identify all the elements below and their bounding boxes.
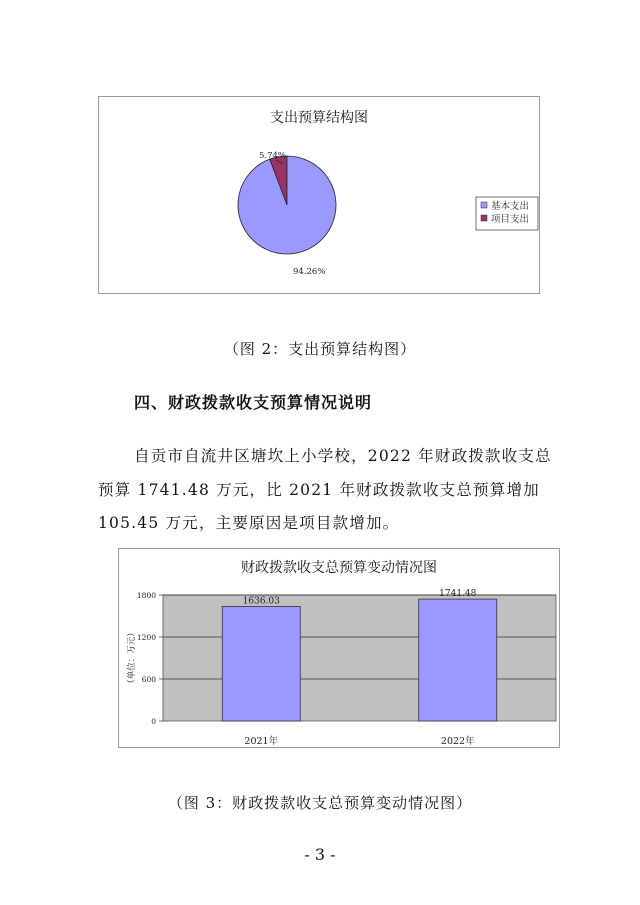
pie-chart [99,97,539,293]
pie-data-label-1: 94.26% [293,267,326,277]
pie-legend-swatch-1 [481,202,487,208]
bar-ytick-label-4: 1800 [136,591,156,600]
bar-ytick-label-1: 0 [151,717,156,726]
bar-data-label-2: 1741.48 [439,589,477,600]
pie-legend-swatch-2 [481,215,487,221]
bar-xtick-label-2: 2022年 [440,736,475,747]
pie-legend-label-1: 基本支出 [491,201,530,212]
bar-1 [222,606,300,721]
pie-slice-1 [238,156,336,254]
pie-chart-title: 支出预算结构图 [270,110,368,126]
bar-data-label-1: 1636.03 [242,596,280,607]
paragraph-line-1: 自贡市自流井区塘坎上小学校，2022 年财政拨款收支总 [134,447,552,465]
bar-chart [119,549,559,747]
pie-chart-frame [98,96,540,294]
bar-2 [419,599,497,721]
page-number: - 3 - [304,845,336,864]
section-heading: 四、财政拨款收支预算情况说明 [134,393,373,412]
bar-y-axis-label: （单位：万元） [127,628,137,688]
pie-data-label-2: 5.74% [259,151,287,161]
bar-ytick-label-3: 1200 [136,633,156,642]
pie-legend-label-2: 项目支出 [491,214,530,225]
figure-2-caption: （图 2：支出预算结构图） [223,340,417,358]
bar-ytick-label-2: 600 [141,675,156,684]
bar-xtick-label-1: 2021年 [244,736,279,747]
pie-legend [476,197,538,230]
bar-chart-frame [118,548,560,748]
paragraph-line-2: 预算 1741.48 万元，比 2021 年财政拨款收支总预算增加 [98,481,540,499]
figure-3-caption: （图 3：财政拨款收支总预算变动情况图） [167,794,473,812]
paragraph-line-3: 105.45 万元，主要原因是项目款增加。 [98,514,400,532]
bar-chart-title: 财政拨款收支总预算变动情况图 [241,560,437,576]
